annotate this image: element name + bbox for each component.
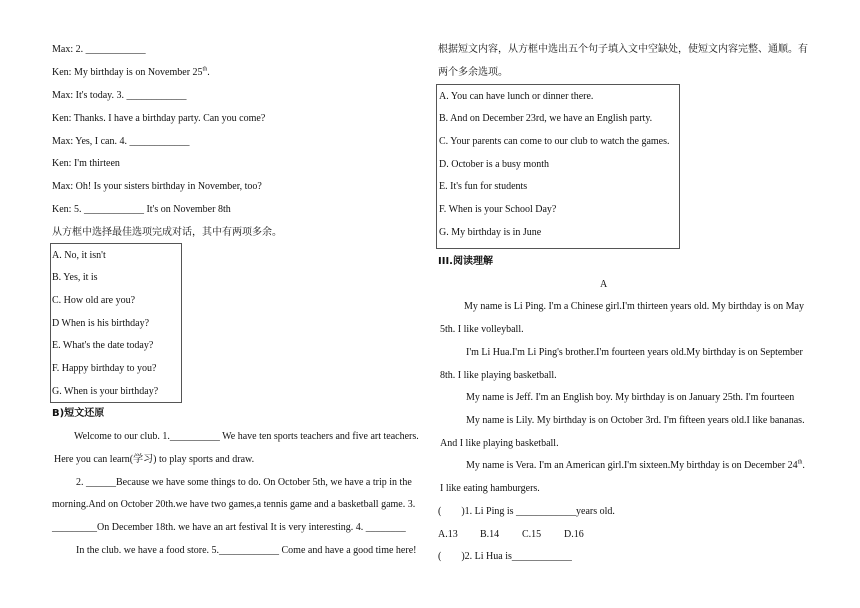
option-e: E. What's the date today? [52, 340, 154, 351]
passage-option-b: B. And on December 23rd, we have an English party. [439, 113, 653, 124]
right-instruction-line-1: 根据短文内容，从方框中选出五个句子填入文中空缺处，使短文内容完整、通顺。有 [438, 44, 808, 55]
reading-line-3: I'm Li Hua.I'm Li Ping's brother.I'm fourteen years old.My birthday is on September [466, 347, 803, 358]
dialogue-line-1: Max: 2. ____________ [52, 44, 146, 55]
reading-line-8 [466, 460, 805, 472]
passage-option-d: D. October is a busy month [439, 159, 549, 170]
passage-option-e: E. It's fun for students [439, 181, 528, 192]
passage-line-4: morning.And on October 20th.we have two games,a tennis game and a basketball game. 3. [52, 499, 416, 510]
passage-option-g: G. My birthday is in June [439, 227, 542, 238]
dialogue-line-4: Ken: Thanks. I have a birthday party. Can you come? [52, 113, 266, 124]
passage-option-a: A. You can have lunch or dinner there. [439, 91, 594, 102]
dialogue-line-2-text: Ken: My birthday is on November 25 [52, 67, 203, 78]
ordinal-suffix: th [202, 66, 208, 73]
option-c: C. How old are you? [52, 295, 136, 306]
q1-choice-b: B.14 [480, 529, 500, 540]
option-f: F. Happy birthday to you? [52, 363, 157, 374]
option-b: B. Yes, it is [52, 272, 98, 283]
dialogue-line-7: Max: Oh! Is your sisters birthday in November, too? [52, 181, 262, 192]
reading-line-1: My name is Li Ping. I'm a Chinese girl.I'm thirteen years old. My birthday is on May [464, 301, 804, 312]
reading-line-6: My name is Lily. My birthday is on October 3rd. I'm fifteen years old.I like bananas. [466, 415, 805, 426]
passage-line-5: _________On December 18th. we have an art festival It is very interesting. 4. ________ [52, 522, 406, 533]
dialogue-line-6: Ken: I'm thirteen [52, 158, 120, 169]
passage-letter: A [600, 279, 608, 290]
passage-line-2: Here you can learn(学习) to play sports and draw. [54, 454, 255, 465]
option-g: G. When is your birthday? [52, 386, 159, 397]
ordinal-suffix: th [797, 459, 803, 466]
dialogue-options-box [50, 243, 182, 403]
section-iii-heading: III.阅读理解 [438, 256, 493, 267]
reading-line-5: My name is Jeff. I'm an English boy. My birthday is on January 25th. I'm fourteen [466, 392, 795, 403]
reading-line-8-text: My name is Vera. I'm an American girl.I'm sixteen.My birthday is on December 24 [466, 460, 798, 471]
q1-choice-c: C.15 [522, 529, 542, 540]
option-a: A. No, it isn't [52, 250, 106, 261]
section-b-heading: B)短文还原 [52, 408, 105, 419]
dialogue-line-2 [52, 67, 210, 79]
passage-line-3: 2. ______Because we have some things to do. On October 5th, we have a trip in the [76, 477, 412, 488]
dialogue-line-3: Max: It's today. 3. ____________ [52, 90, 187, 101]
passage-line-1: Welcome to our club. 1.__________ We have ten sports teachers and five art teachers. [74, 431, 419, 442]
passage-option-c: C. Your parents can come to our club to watch the games. [439, 136, 670, 147]
period: . [207, 67, 210, 78]
right-instruction-line-2: 两个多余选项。 [438, 67, 508, 78]
reading-line-4: 8th. I like playing basketball. [440, 370, 557, 381]
dialogue-line-5: Max: Yes, I can. 4. ____________ [52, 136, 190, 147]
question-1: ( )1. Li Ping is ____________years old. [438, 506, 615, 517]
reading-line-2: 5th. I like volleyball. [440, 324, 524, 335]
passage-options-box [436, 84, 680, 249]
passage-line-6: In the club. we have a food store. 5.____________ Come and have a good time here! [76, 545, 417, 556]
question-2: ( )2. Li Hua is____________ [438, 551, 572, 562]
reading-line-9: I like eating hamburgers. [440, 483, 540, 494]
q1-choice-d: D.16 [564, 529, 584, 540]
dialogue-instruction: 从方框中选择最佳选项完成对话，其中有两项多余。 [52, 227, 282, 238]
q1-choice-a: A.13 [438, 529, 458, 540]
dialogue-line-8: Ken: 5. ____________ It's on November 8th [52, 204, 231, 215]
period: . [802, 460, 805, 471]
reading-line-7: And I like playing basketball. [440, 438, 559, 449]
passage-option-f: F. When is your School Day? [439, 204, 557, 215]
option-d: D When is his birthday? [52, 318, 150, 329]
